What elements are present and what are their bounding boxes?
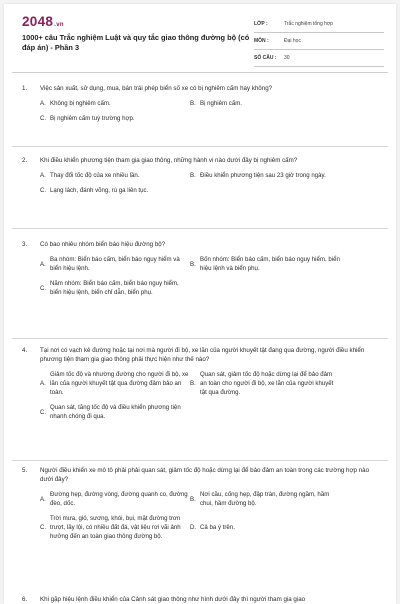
question-text: Người điều khiển xe mô tô phải phải quan sát, giảm tốc độ hoặc dừng lại để bảo đảm an toàn trong các trường hợp nào dưới đây? [40,467,370,483]
option-b[interactable] [190,370,340,397]
option-letter: C. [40,187,47,194]
option-letter: A. [40,380,46,387]
option-text: Bị nghiêm cấm. [200,100,242,107]
logo-text: 2048 [22,14,54,29]
question-separator [12,146,388,147]
meta-row-subject [254,33,384,50]
option-c[interactable] [40,279,190,297]
question-header [22,84,378,93]
option-list [22,99,378,129]
option-letter: B. [190,260,196,268]
option-b[interactable] [190,99,340,108]
question-text: Khi điều khiển phương tiện tham gia giao thông, những hành vi nào dưới đây bị nghiêm cấm? [40,157,298,164]
question-separator [12,338,388,339]
option-text: Lạng lách, đánh võng, rú ga liên tục. [50,187,149,194]
option-text: Cả ba ý trên. [200,524,235,531]
option-text: Điều khiển phương tiện sau 23 giờ trong ngày. [200,172,326,179]
option-letter: C. [40,284,47,292]
option-list [22,490,378,547]
question-text: Việc sản xuất, sử dụng, mua, bán trái phép biển số xe có bị nghiêm cấm hay không? [40,85,273,92]
option-letter: C. [40,408,47,416]
option-b[interactable] [190,171,340,180]
meta-row-class [254,16,384,33]
option-a[interactable] [40,171,190,180]
option-c[interactable] [40,114,340,123]
option-text: Bị nghiêm cấm tuỳ trường hợp. [50,115,135,122]
meta-value: 30 [284,55,290,61]
option-d[interactable] [190,514,340,541]
meta-value: Trắc nghiệm tổng hợp [284,21,333,27]
option-letter: A. [40,172,46,179]
question-2 [22,156,378,201]
option-text: Đường hẹp, đường vòng, đường quanh co, đường đèo, dốc. [50,491,188,507]
option-letter: D. [190,524,197,531]
option-text: Giảm tốc độ và nhường đường cho người đi bộ, xe lăn của người khuyết tật qua đường đảm bảo an toàn. [50,371,189,396]
document-page [4,4,396,604]
option-text: Không bị nghiêm cấm. [50,100,111,107]
option-text: Năm nhóm: Biển báo cấm, biển báo nguy hiểm, biển hiệu lệnh, biển chỉ dẫn, biển phụ. [50,280,179,296]
question-header [22,466,378,484]
question-3 [22,240,378,303]
meta-label: LỚP : [254,21,268,27]
meta-value: Đại học [284,38,301,44]
question-number: 2. [22,157,28,164]
option-text: Ba nhóm: Biển báo cấm, biển báo nguy hiểm và biển hiệu lệnh. [50,256,180,272]
option-c[interactable] [40,514,190,541]
question-number: 3. [22,241,28,248]
question-header [22,346,378,364]
option-letter: A. [40,100,46,107]
question-5 [22,466,378,547]
option-b[interactable] [190,490,340,508]
question-number: 4. [22,347,28,354]
option-text: Nơi cầu, cống hẹp, đập tràn, đường ngầm, hầm chui, hầm đường bộ. [200,491,330,507]
question-text: Tại nơi có vạch kẻ đường hoặc tại nơi mà người đi bộ, xe lăn của người khuyết tật đang qua đường, người điều khiển phương tiện tham gia giao thông phải thực hiện như thế nào? [40,347,365,363]
option-letter: C. [40,524,47,531]
option-a[interactable] [40,370,190,397]
meta-row-count [254,50,384,67]
option-letter: A. [40,495,46,503]
meta-label: SỐ CÂU : [254,55,277,61]
option-letter: C. [40,115,47,122]
option-c[interactable] [40,403,190,421]
header-divider [12,72,388,73]
option-list [22,370,378,427]
question-text: Khi gặp hiệu lệnh điều khiển của Cảnh sát giao thông như hình dưới đây thì người tham gia giao [40,596,306,603]
option-c[interactable] [40,186,340,195]
question-header [22,156,378,165]
option-letter: B. [190,100,196,107]
question-separator [12,228,388,229]
logo-suffix: .vn [54,22,64,28]
option-text: Thay đổi tốc độ của xe nhiều lần. [50,172,140,179]
question-4 [22,346,378,427]
option-text: Bốn nhóm: Biển báo cấm, biển báo nguy hiểm, biển hiệu lệnh và biển phụ. [200,256,340,272]
document-title: 1000+ câu Trắc nghiệm Luật và quy tắc giao thông đường bộ (có đáp án) - Phần 3 [22,33,250,52]
option-a[interactable] [40,255,190,273]
question-1 [22,84,378,129]
question-number: 5. [22,467,28,474]
option-a[interactable] [40,99,190,108]
meta-table [254,16,384,67]
question-header [22,240,378,249]
option-b[interactable] [190,255,340,273]
question-number: 6. [22,596,28,603]
question-number: 1. [22,85,28,92]
document-header [4,4,396,68]
option-a[interactable] [40,490,190,508]
option-letter: B. [190,172,196,179]
option-text: Quan sát, tăng tốc độ và điều khiển phương tiện nhanh chóng đi qua. [50,404,181,420]
option-text: Trời mưa, gió, sương, khói, bụi, mặt đường trơn trượt, lầy lội, có nhiều đất đá, vật liệu rơi vãi ảnh hưởng đến an toàn giao thông đường bộ. [50,515,181,540]
option-list [22,255,378,303]
option-letter: B. [190,380,196,387]
site-logo[interactable] [22,14,64,29]
option-list [22,171,378,201]
option-text: Quan sát, giảm tốc độ hoặc dừng lại để bảo đảm an toàn cho người đi bộ, xe lăn của người khuyết tật qua đường. [200,371,334,396]
option-letter: A. [40,260,46,268]
question-text: Có bao nhiêu nhóm biển báo hiệu đường bộ? [40,241,166,248]
meta-label: MÔN : [254,38,269,44]
option-letter: B. [190,495,196,503]
question-separator [12,460,388,461]
